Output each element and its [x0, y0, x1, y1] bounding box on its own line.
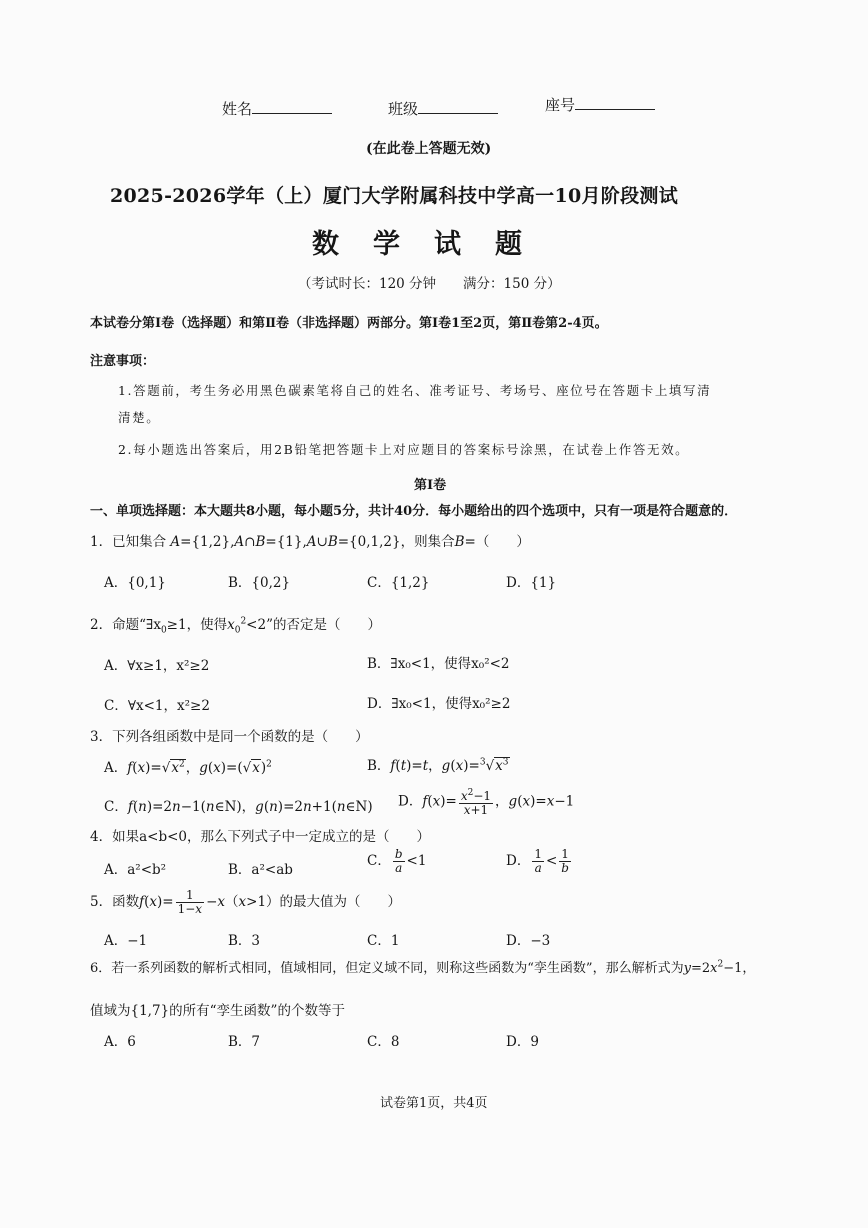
q2-option-c: C．∀x<1，x²≥2 — [104, 698, 210, 714]
intro-text: 本试卷分第Ⅰ卷（选择题）和第Ⅱ卷（非选择题）两部分。第Ⅰ卷1至2页，第Ⅱ卷第2-4页。 — [90, 316, 608, 331]
note-2: 2.每小题选出答案后，用2B铅笔把答题卡上对应题目的答案标号涂黑，在试卷上作答无效。 — [118, 442, 690, 457]
section-1-heading: 一、单项选择题：本大题共8小题，每小题5分，共计40分．每小题给出的四个选项中，只有一项是符合题意的． — [90, 504, 738, 519]
q6-line2-b: 的所有“孪生函数”的个数等于 — [169, 1003, 345, 1019]
q1-option-c: C．{1,2} — [367, 575, 430, 591]
question-5: 5．函数f(x)= $\frac{1}{1-x}$ −x（x>1）的最大值为（ ） — [90, 888, 402, 916]
q1-stem-b: ，则集合 — [400, 534, 455, 550]
question-3: 3．下列各组函数中是同一个函数的是（ ） — [90, 729, 369, 745]
q4-option-d: D． $\frac{1}{a}$ < $\frac{1}{b}$ — [506, 847, 569, 875]
invalid-notice: (在此卷上答题无效) — [366, 141, 492, 157]
q5-option-d: D．−3 — [506, 933, 551, 949]
q6-line2-a: 值域为 — [90, 1003, 131, 1019]
q4-option-c: C． $\frac{b}{a}$ <1 — [367, 847, 427, 875]
name-label: 姓名 — [222, 100, 253, 118]
seat-field — [545, 94, 655, 115]
q6-option-c: C．8 — [367, 1034, 400, 1050]
class-field — [388, 98, 498, 119]
q5-option-a: A．−1 — [104, 933, 148, 949]
q6-line1: 6．若一系列函数的解析式相同，值域相同，但定义域不同，则称这些函数为“孪生函数”，那么解析式为 — [90, 961, 684, 976]
q4-option-a: A．a²<b² — [104, 862, 167, 878]
question-1: 1．已知集合 A={1,2},A∩B={1},A∪B={0,1,2}，则集合B=（ ） — [90, 534, 530, 550]
q1-stem-a: 1．已知集合 — [90, 534, 167, 550]
seat-label: 座号 — [545, 96, 576, 114]
q3-option-c: C．f(n)=2n−1(n∈N)，g(n)=2n+1(n∈N) — [104, 799, 373, 815]
question-6-line1: 6．若一系列函数的解析式相同，值域相同，但定义域不同，则称这些函数为“孪生函数”，那么解析式为$y=2x^2-1$， — [90, 959, 756, 976]
volume-label: 第Ⅰ卷 — [414, 478, 447, 493]
q3-option-d: D．f(x)= $\frac{x^2-1}{x+1}$ ，g(x)=x−1 — [398, 788, 575, 817]
q3-option-a: A．$f(x)=√x^2$，$g(x)=(√x)^2$ — [104, 759, 272, 776]
question-4: 4．如果a<b<0，那么下列式子中一定成立的是（ ） — [90, 829, 430, 845]
q2-option-b: B．∃x₀<1，使得x₀²<2 — [367, 656, 510, 672]
q5-option-b: B．3 — [228, 933, 261, 949]
question-6-line2: 值域为{1,7}的所有“孪生函数”的个数等于 — [90, 1003, 345, 1019]
name-field — [222, 98, 332, 119]
question-2: 2．命题“$\exists x_0\ge 1$，使得$x_0^2<2$”的否定是（ ） — [90, 616, 381, 636]
note-1-line1: 1.答题前，考生务必用黑色碳素笔将自己的姓名、准考证号、考场号、座位号在答题卡上填写清 — [118, 383, 712, 398]
exam-duration: （考试时长：120 分钟 满分：150 分） — [298, 276, 561, 292]
class-label: 班级 — [388, 100, 419, 118]
note-1-line2: 清楚。 — [118, 410, 161, 425]
q4-option-b: B．a²<ab — [228, 862, 293, 878]
q6-option-a: A．6 — [104, 1034, 136, 1050]
q1-blank: （ ） — [475, 534, 530, 550]
q2-stem-b: ≥1，使得 — [166, 617, 228, 633]
q6-option-b: B．7 — [228, 1034, 261, 1050]
q5-stem-a: 5．函数 — [90, 894, 140, 910]
q1-option-a: A．{0,1} — [104, 575, 166, 591]
q2-option-d: D．∃x₀<1，使得x₀²≥2 — [367, 696, 511, 712]
q2-stem-c: ”的否定是（ ） — [266, 617, 381, 633]
seat-blank — [575, 95, 655, 110]
name-blank — [252, 99, 332, 114]
exam-title: 2025-2026学年（上）厦门大学附属科技中学高一10月阶段测试 — [110, 185, 678, 207]
q5-stem-b: 的最大值为（ ） — [279, 894, 402, 910]
q2-stem-a: 2．命题“∃x — [90, 617, 161, 633]
q3-option-b: B．f(t)=t，$g(x)=^3√x^3$ — [367, 757, 509, 774]
q5-option-c: C．1 — [367, 933, 400, 949]
notes-heading: 注意事项： — [90, 354, 156, 369]
class-blank — [418, 99, 498, 114]
q2-option-a: A．∀x≥1，x²≥2 — [104, 658, 210, 674]
subject-title: 数学试题 — [312, 229, 556, 260]
page-footer: 试卷第1页，共4页 — [380, 1096, 488, 1111]
q6-option-d: D．9 — [506, 1034, 539, 1050]
q1-option-d: D．{1} — [506, 575, 557, 591]
q1-option-b: B．{0,2} — [228, 575, 291, 591]
